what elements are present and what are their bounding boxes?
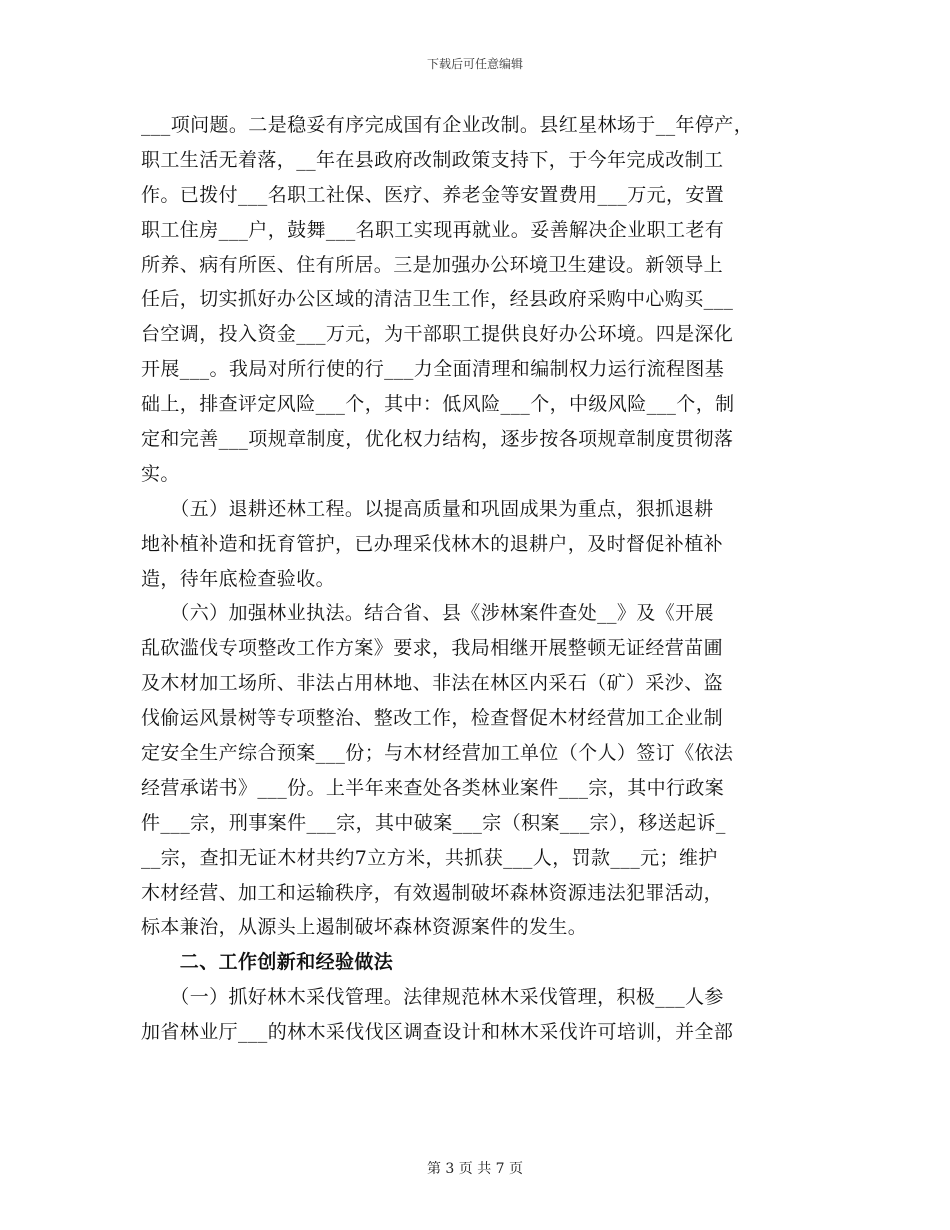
text-line: （一）抓好林木采伐管理。法律规范林木采伐管理，积极___人参: [141, 986, 724, 1009]
text-line: 定安全生产综合预案___份；与木材经营加工单位（个人）签订《依法: [141, 742, 734, 765]
text-line: ___项问题。二是稳妥有序完成国有企业改制。县红星林场于__年停产，: [141, 114, 754, 136]
text-line: __宗，查扣无证木材共约7立方米，共抓获___人，罚款___元；维护: [141, 846, 718, 869]
text-line: 件___宗，刑事案件___宗，其中破案___宗（积案___宗），移送起诉_: [141, 811, 726, 834]
page-footer: 第 3 页 共 7 页: [426, 1161, 524, 1177]
text-line: 作。已拨付___名职工社保、医疗、养老金等安置费用___万元，安置: [141, 183, 725, 206]
text-line: 定和完善___项规章制度，优化权力结构，逐步按各项规章制度贯彻落: [141, 428, 734, 451]
text-line: 础上，排查评定风险___个，其中：低风险___个，中级风险___个，制: [141, 393, 735, 416]
document-body: [141, 108, 811, 1050]
text-line: 实。: [141, 462, 180, 485]
text-line: 所养、病有所医、住有所居。三是加强办公环境卫生建设。新领导上: [141, 253, 724, 276]
text-line: 任后，切实抓好办公区域的清洁卫生工作，经县政府采购中心购买___: [141, 288, 734, 311]
page-header: 下载后可任意编辑: [426, 57, 523, 71]
text-line: 伐偷运风景树等专项整治、整改工作，检查督促木材经营加工企业制: [141, 707, 724, 730]
text-line: （六）加强林业执法。结合省、县《涉林案件查处__》及《开展: [141, 602, 714, 625]
text-line: 职工住房___户，鼓舞___名职工实现再就业。妥善解决企业职工老有: [141, 218, 725, 241]
text-line: 台空调，投入资金___万元，为干部职工提供良好办公环境。四是深化: [141, 323, 734, 346]
text-line: 造，待年底检查验收。: [141, 567, 336, 590]
text-line: 乱砍滥伐专项整改工作方案》要求，我局相继开展整顿无证经营苗圃: [141, 637, 724, 660]
section-heading: 二、工作创新和经验做法: [141, 951, 394, 974]
text-line: 职工生活无着落，__年在县政府改制政策支持下，于今年完成改制工: [141, 148, 724, 171]
text-line: 地补植补造和抚育管护，已办理采伐林木的退耕户，及时督促补植补: [141, 532, 724, 555]
text-line: 木材经营、加工和运输秩序，有效遏制破坏森林资源违法犯罪活动，: [141, 881, 724, 904]
text-line: （五）退耕还林工程。以提高质量和巩固成果为重点，狠抓退耕: [141, 497, 714, 520]
text-line: 加省林业厅___的林木采伐伐区调查设计和林木采伐许可培训，并全部: [141, 1021, 734, 1044]
text-line: 标本兼治，从源头上遏制破坏森林资源案件的发生。: [141, 916, 588, 939]
text-line: 开展___。我局对所行使的行___力全面清理和编制权力运行流程图基: [141, 358, 725, 381]
text-line: 及木材加工场所、非法占用林地、非法在林区内采石（矿）采沙、盗: [141, 672, 724, 695]
text-line: 经营承诺书》___份。上半年来查处各类林业案件___宗，其中行政案: [141, 776, 725, 799]
